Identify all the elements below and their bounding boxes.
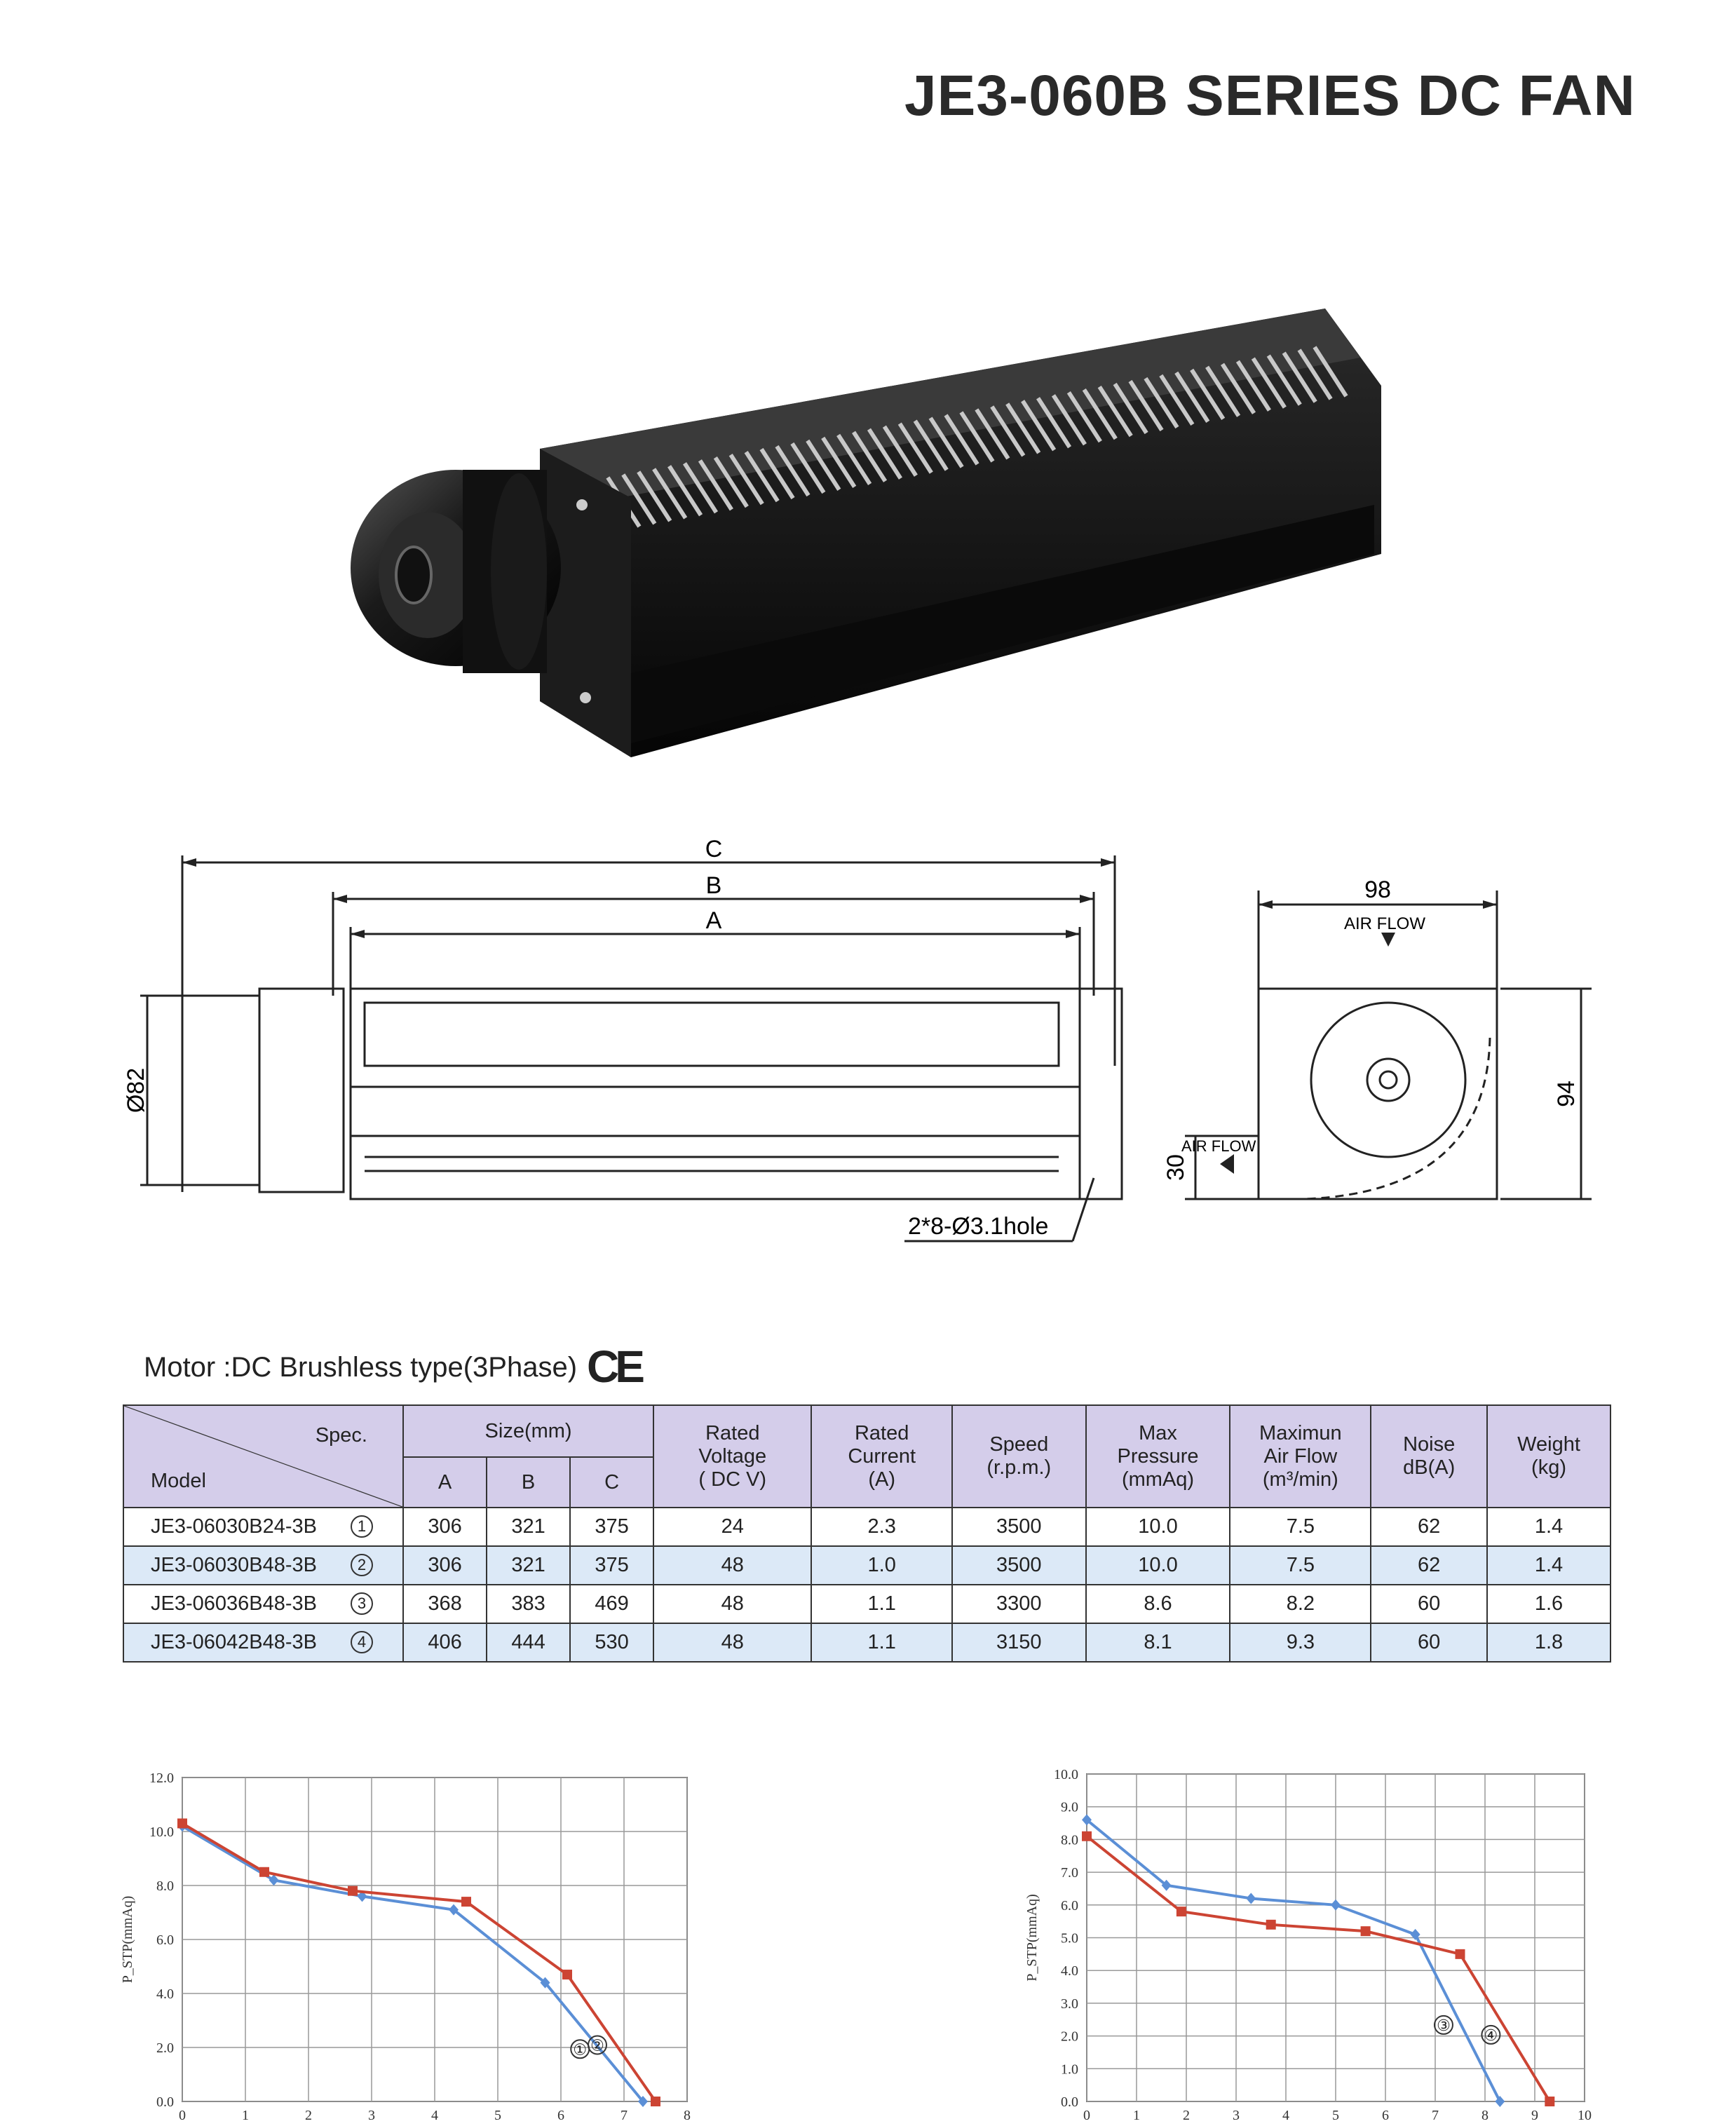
dim-30-label: 30 [1162,1154,1189,1181]
speed-cell: 3500 [952,1508,1086,1546]
dim-c-label: C [705,836,723,862]
y-tick-label: 6.0 [1061,1897,1078,1914]
table-row [123,1546,1610,1585]
x-tick-label: 3 [368,2108,375,2122]
size-b-cell: 383 [487,1585,570,1623]
y-tick-label: 9.0 [1061,1799,1078,1815]
size-b-cell: 444 [487,1623,570,1662]
y-tick-label: 0.0 [156,2094,174,2110]
y-tick-label: 4.0 [1061,1963,1078,1979]
model-cell: JE3-06030B24-3B 1 [123,1508,403,1546]
data-point [1361,1926,1371,1936]
size-c-cell: 375 [570,1508,653,1546]
data-point [1456,1949,1465,1959]
dim-98-label: 98 [1364,876,1391,903]
x-tick-label: 7 [1432,2108,1439,2122]
airflow-cell: 8.2 [1230,1585,1371,1623]
dim-a-label: A [705,907,722,934]
y-axis-label: P_STP(mmAq) [120,1895,135,1984]
weight-cell: 1.4 [1487,1546,1610,1585]
pressure-cell: 10.0 [1086,1546,1230,1585]
table-row [123,1623,1610,1662]
spec-label: Spec. [315,1424,367,1447]
data-point [259,1867,269,1877]
y-tick-label: 6.0 [156,1932,174,1948]
x-tick-label: 6 [1382,2108,1389,2122]
data-point [1266,1920,1276,1930]
y-tick-label: 2.0 [1061,2029,1078,2045]
voltage-header: Rated Voltage ( DC V) [653,1405,811,1508]
chart-1-svg [105,1756,701,2122]
pressure-cell: 8.1 [1086,1623,1230,1662]
size-c-header: C [570,1457,653,1508]
y-tick-label: 8.0 [1061,1832,1078,1848]
size-a-cell: 406 [403,1623,487,1662]
y-tick-label: 1.0 [1061,2061,1078,2078]
size-header: Size(mm) [403,1405,653,1457]
size-c-cell: 530 [570,1623,653,1662]
data-point [348,1886,358,1896]
size-c-cell: 375 [570,1546,653,1585]
model-cell: JE3-06030B48-3B 2 [123,1546,403,1585]
voltage-cell: 48 [653,1585,811,1623]
pressure-cell: 10.0 [1086,1508,1230,1546]
voltage-cell: 48 [653,1546,811,1585]
noise-cell: 62 [1371,1546,1487,1585]
x-tick-label: 7 [621,2108,628,2122]
table-row [123,1508,1610,1546]
x-tick-label: 1 [1133,2108,1140,2122]
noise-cell: 60 [1371,1623,1487,1662]
pressure-header: Max Pressure (mmAq) [1086,1405,1230,1508]
series-label: ① [573,2041,588,2059]
model-number-badge: 3 [351,1592,373,1615]
size-a-header: A [403,1457,487,1508]
speed-cell: 3150 [952,1623,1086,1662]
x-tick-label: 1 [242,2108,249,2122]
dim-b-label: B [705,872,722,899]
model-label: Model [151,1470,206,1492]
x-tick-label: 10 [1578,2108,1592,2122]
pressure-curve-chart-1 [105,1756,701,2122]
current-cell: 2.3 [811,1508,952,1546]
page-title: JE3-060B SERIES DC FAN [904,64,1636,128]
x-tick-label: 4 [1282,2108,1289,2122]
airflow-top-label: AIR FLOW [1343,914,1426,933]
speed-cell: 3500 [952,1546,1086,1585]
current-cell: 1.0 [811,1546,952,1585]
voltage-cell: 48 [653,1623,811,1662]
spec-model-header [123,1405,403,1508]
size-a-cell: 368 [403,1585,487,1623]
y-tick-label: 12.0 [149,1770,174,1786]
y-tick-label: 10.0 [1054,1767,1078,1782]
weight-cell: 1.8 [1487,1623,1610,1662]
airflow-cell: 9.3 [1230,1623,1371,1662]
x-tick-label: 2 [1183,2108,1190,2122]
y-tick-label: 10.0 [149,1824,174,1840]
motor-type-label: Motor :DC Brushless type(3Phase) [144,1352,578,1383]
data-point [1176,1907,1186,1916]
model-cell: JE3-06042B48-3B 4 [123,1623,403,1662]
x-tick-label: 9 [1531,2108,1538,2122]
data-point [1082,1832,1092,1841]
data-point [461,1897,471,1907]
chart-2-svg [1010,1753,1599,2122]
y-tick-label: 3.0 [1061,1996,1078,2012]
data-point [562,1970,572,1979]
noise-header: Noise dB(A) [1371,1405,1487,1508]
airflow-cell: 7.5 [1230,1546,1371,1585]
y-tick-label: 0.0 [1061,2094,1078,2110]
ce-mark: CE [587,1341,641,1392]
size-c-cell: 469 [570,1585,653,1623]
noise-cell: 62 [1371,1508,1487,1546]
current-header: Rated Current (A) [811,1405,952,1508]
x-tick-label: 5 [494,2108,501,2122]
x-tick-label: 5 [1332,2108,1339,2122]
y-tick-label: 8.0 [156,1878,174,1894]
noise-cell: 60 [1371,1585,1487,1623]
size-b-header: B [487,1457,570,1508]
speed-cell: 3300 [952,1585,1086,1623]
x-tick-label: 8 [1481,2108,1489,2122]
x-tick-label: 0 [1083,2108,1090,2122]
x-tick-label: 8 [684,2108,691,2122]
voltage-cell: 24 [653,1508,811,1546]
series-label: ③ [1437,2017,1451,2035]
size-a-cell: 306 [403,1546,487,1585]
pressure-curve-chart-2 [1010,1753,1599,2122]
x-tick-label: 0 [179,2108,186,2122]
airflow-side-label: AIR FLOW [1181,1137,1256,1155]
current-cell: 1.1 [811,1585,952,1623]
current-cell: 1.1 [811,1623,952,1662]
y-tick-label: 2.0 [156,2040,174,2056]
motor-type-line [144,1341,641,1393]
x-tick-label: 6 [557,2108,564,2122]
data-point [651,2097,660,2106]
fan-product-photo [351,294,1416,785]
y-tick-label: 7.0 [1061,1865,1078,1881]
pressure-cell: 8.6 [1086,1585,1230,1623]
size-a-cell: 306 [403,1508,487,1546]
model-number-badge: 2 [351,1554,373,1576]
dim-dia-label: Ø82 [123,1067,149,1113]
x-tick-label: 2 [305,2108,312,2122]
series-label: ④ [1484,2026,1498,2045]
weight-header: Weight (kg) [1487,1405,1610,1508]
speed-header: Speed (r.p.m.) [952,1405,1086,1508]
size-b-cell: 321 [487,1546,570,1585]
dim-94-label: 94 [1553,1081,1580,1107]
table-row [123,1585,1610,1623]
model-number-badge: 1 [351,1515,373,1538]
weight-cell: 1.4 [1487,1508,1610,1546]
x-tick-label: 4 [431,2108,438,2122]
y-tick-label: 4.0 [156,1986,174,2002]
model-number-badge: 4 [351,1631,373,1653]
hole-label: 2*8-Ø3.1hole [908,1213,1049,1240]
size-b-cell: 321 [487,1508,570,1546]
x-tick-label: 3 [1233,2108,1240,2122]
weight-cell: 1.6 [1487,1585,1610,1623]
y-tick-label: 5.0 [1061,1930,1078,1946]
series-label: ② [590,2037,604,2055]
airflow-header: Maximun Air Flow (m³/min) [1230,1405,1371,1508]
airflow-cell: 7.5 [1230,1508,1371,1546]
y-axis-label: P_STP(mmAq) [1024,1894,1040,1982]
model-cell: JE3-06036B48-3B 3 [123,1585,403,1623]
data-point [177,1818,187,1828]
dimension-drawing [112,827,1620,1269]
data-point [1545,2097,1554,2106]
spec-table [123,1404,1611,1663]
